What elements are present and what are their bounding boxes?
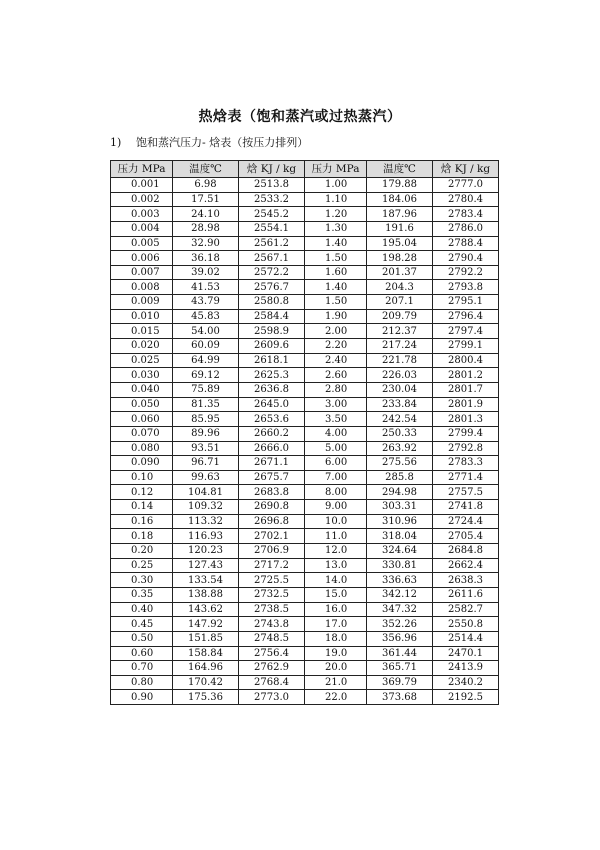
cell-pressure-2: 2.80 — [305, 382, 367, 397]
table-row — [111, 192, 499, 207]
cell-pressure-1: 0.002 — [111, 192, 173, 207]
table-row — [111, 426, 499, 441]
cell-temperature-1: 151.85 — [173, 631, 239, 646]
cell-enthalpy-1: 2584.4 — [239, 309, 305, 324]
cell-pressure-1: 0.80 — [111, 675, 173, 690]
cell-pressure-1: 0.70 — [111, 661, 173, 676]
cell-temperature-1: 127.43 — [173, 558, 239, 573]
cell-enthalpy-1: 2690.8 — [239, 500, 305, 515]
cell-enthalpy-2: 2662.4 — [433, 558, 499, 573]
table-row — [111, 544, 499, 559]
cell-pressure-1: 0.020 — [111, 339, 173, 354]
table-row — [111, 251, 499, 266]
cell-pressure-1: 0.030 — [111, 368, 173, 383]
cell-pressure-2: 4.00 — [305, 426, 367, 441]
cell-temperature-2: 230.04 — [367, 382, 433, 397]
table-row — [111, 558, 499, 573]
table-row — [111, 470, 499, 485]
table-row — [111, 587, 499, 602]
cell-pressure-2: 2.60 — [305, 368, 367, 383]
cell-temperature-1: 164.96 — [173, 661, 239, 676]
cell-pressure-1: 0.14 — [111, 500, 173, 515]
cell-pressure-1: 0.004 — [111, 221, 173, 236]
cell-pressure-2: 21.0 — [305, 675, 367, 690]
cell-pressure-2: 2.20 — [305, 339, 367, 354]
cell-enthalpy-2: 2801.2 — [433, 368, 499, 383]
cell-temperature-2: 342.12 — [367, 587, 433, 602]
cell-enthalpy-1: 2636.8 — [239, 382, 305, 397]
cell-temperature-1: 175.36 — [173, 690, 239, 705]
cell-temperature-1: 60.09 — [173, 339, 239, 354]
cell-enthalpy-1: 2645.0 — [239, 397, 305, 412]
cell-enthalpy-2: 2470.1 — [433, 646, 499, 661]
cell-enthalpy-2: 2724.4 — [433, 514, 499, 529]
cell-temperature-2: 207.1 — [367, 295, 433, 310]
cell-pressure-1: 0.001 — [111, 178, 173, 193]
cell-pressure-1: 0.025 — [111, 353, 173, 368]
cell-pressure-2: 19.0 — [305, 646, 367, 661]
header-temperature-1: 温度℃ — [173, 161, 239, 178]
cell-enthalpy-1: 2675.7 — [239, 470, 305, 485]
cell-temperature-1: 116.93 — [173, 529, 239, 544]
table-row — [111, 529, 499, 544]
cell-pressure-1: 0.050 — [111, 397, 173, 412]
cell-temperature-2: 204.3 — [367, 280, 433, 295]
cell-pressure-1: 0.45 — [111, 617, 173, 632]
cell-enthalpy-2: 2192.5 — [433, 690, 499, 705]
cell-enthalpy-2: 2780.4 — [433, 192, 499, 207]
cell-enthalpy-2: 2790.4 — [433, 251, 499, 266]
cell-pressure-1: 0.10 — [111, 470, 173, 485]
cell-temperature-2: 336.63 — [367, 573, 433, 588]
cell-enthalpy-2: 2340.2 — [433, 675, 499, 690]
table-row — [111, 412, 499, 427]
table-row — [111, 178, 499, 193]
cell-pressure-2: 2.40 — [305, 353, 367, 368]
section-heading — [110, 134, 308, 150]
cell-enthalpy-1: 2660.2 — [239, 426, 305, 441]
cell-pressure-2: 11.0 — [305, 529, 367, 544]
cell-enthalpy-1: 2683.8 — [239, 485, 305, 500]
cell-pressure-1: 0.35 — [111, 587, 173, 602]
cell-temperature-2: 250.33 — [367, 426, 433, 441]
cell-pressure-1: 0.12 — [111, 485, 173, 500]
cell-pressure-1: 0.005 — [111, 236, 173, 251]
cell-pressure-1: 0.060 — [111, 412, 173, 427]
section-text: 饱和蒸汽压力- 焓表（按压力排列） — [136, 136, 309, 149]
cell-enthalpy-1: 2576.7 — [239, 280, 305, 295]
cell-temperature-2: 212.37 — [367, 324, 433, 339]
cell-pressure-1: 0.009 — [111, 295, 173, 310]
cell-temperature-2: 318.04 — [367, 529, 433, 544]
cell-enthalpy-1: 2580.8 — [239, 295, 305, 310]
cell-temperature-2: 195.04 — [367, 236, 433, 251]
cell-enthalpy-2: 2792.2 — [433, 265, 499, 280]
cell-pressure-2: 1.30 — [305, 221, 367, 236]
table-row — [111, 573, 499, 588]
header-temperature-2: 温度℃ — [367, 161, 433, 178]
cell-enthalpy-2: 2801.9 — [433, 397, 499, 412]
cell-temperature-1: 99.63 — [173, 470, 239, 485]
cell-temperature-2: 184.06 — [367, 192, 433, 207]
cell-temperature-1: 39.02 — [173, 265, 239, 280]
table-row — [111, 295, 499, 310]
cell-temperature-2: 347.32 — [367, 602, 433, 617]
cell-temperature-1: 138.88 — [173, 587, 239, 602]
cell-temperature-2: 310.96 — [367, 514, 433, 529]
cell-enthalpy-2: 2684.8 — [433, 544, 499, 559]
cell-enthalpy-2: 2413.9 — [433, 661, 499, 676]
cell-enthalpy-2: 2741.8 — [433, 500, 499, 515]
table-row — [111, 236, 499, 251]
cell-pressure-2: 13.0 — [305, 558, 367, 573]
cell-temperature-1: 6.98 — [173, 178, 239, 193]
cell-temperature-2: 356.96 — [367, 631, 433, 646]
cell-temperature-1: 147.92 — [173, 617, 239, 632]
cell-pressure-2: 6.00 — [305, 456, 367, 471]
table-row — [111, 324, 499, 339]
cell-enthalpy-2: 2705.4 — [433, 529, 499, 544]
cell-temperature-2: 285.8 — [367, 470, 433, 485]
cell-enthalpy-1: 2666.0 — [239, 441, 305, 456]
cell-enthalpy-1: 2513.8 — [239, 178, 305, 193]
cell-temperature-1: 170.42 — [173, 675, 239, 690]
cell-temperature-1: 81.35 — [173, 397, 239, 412]
cell-temperature-1: 64.99 — [173, 353, 239, 368]
cell-temperature-2: 226.03 — [367, 368, 433, 383]
cell-enthalpy-2: 2786.0 — [433, 221, 499, 236]
cell-enthalpy-2: 2582.7 — [433, 602, 499, 617]
cell-temperature-2: 187.96 — [367, 207, 433, 222]
cell-enthalpy-2: 2777.0 — [433, 178, 499, 193]
cell-enthalpy-2: 2550.8 — [433, 617, 499, 632]
cell-temperature-1: 104.81 — [173, 485, 239, 500]
cell-pressure-2: 8.00 — [305, 485, 367, 500]
table-row — [111, 265, 499, 280]
cell-temperature-2: 373.68 — [367, 690, 433, 705]
cell-temperature-1: 54.00 — [173, 324, 239, 339]
cell-temperature-1: 109.32 — [173, 500, 239, 515]
cell-pressure-2: 10.0 — [305, 514, 367, 529]
cell-temperature-2: 217.24 — [367, 339, 433, 354]
cell-pressure-2: 1.90 — [305, 309, 367, 324]
cell-enthalpy-2: 2801.7 — [433, 382, 499, 397]
header-pressure-2: 压力 MPa — [305, 161, 367, 178]
cell-enthalpy-1: 2625.3 — [239, 368, 305, 383]
table-row — [111, 221, 499, 236]
cell-enthalpy-1: 2561.2 — [239, 236, 305, 251]
cell-enthalpy-2: 2799.1 — [433, 339, 499, 354]
table-header-row — [111, 161, 499, 178]
cell-enthalpy-1: 2725.5 — [239, 573, 305, 588]
cell-pressure-2: 2.00 — [305, 324, 367, 339]
cell-pressure-1: 0.30 — [111, 573, 173, 588]
cell-enthalpy-1: 2545.2 — [239, 207, 305, 222]
cell-enthalpy-2: 2783.4 — [433, 207, 499, 222]
cell-temperature-2: 352.26 — [367, 617, 433, 632]
cell-temperature-2: 303.31 — [367, 500, 433, 515]
cell-enthalpy-2: 2795.1 — [433, 295, 499, 310]
cell-temperature-1: 113.32 — [173, 514, 239, 529]
cell-enthalpy-1: 2696.8 — [239, 514, 305, 529]
cell-temperature-1: 158.84 — [173, 646, 239, 661]
cell-temperature-2: 201.37 — [367, 265, 433, 280]
table-row — [111, 485, 499, 500]
cell-temperature-2: 324.64 — [367, 544, 433, 559]
cell-pressure-2: 5.00 — [305, 441, 367, 456]
cell-enthalpy-2: 2757.5 — [433, 485, 499, 500]
cell-temperature-1: 32.90 — [173, 236, 239, 251]
section-number: 1) — [110, 136, 122, 149]
cell-temperature-2: 179.88 — [367, 178, 433, 193]
cell-enthalpy-1: 2671.1 — [239, 456, 305, 471]
cell-enthalpy-2: 2611.6 — [433, 587, 499, 602]
table-row — [111, 339, 499, 354]
cell-pressure-2: 1.60 — [305, 265, 367, 280]
cell-pressure-1: 0.010 — [111, 309, 173, 324]
cell-temperature-2: 294.98 — [367, 485, 433, 500]
cell-pressure-2: 3.50 — [305, 412, 367, 427]
cell-pressure-2: 1.40 — [305, 236, 367, 251]
cell-enthalpy-1: 2738.5 — [239, 602, 305, 617]
cell-pressure-1: 0.16 — [111, 514, 173, 529]
cell-temperature-1: 28.98 — [173, 221, 239, 236]
cell-enthalpy-1: 2717.2 — [239, 558, 305, 573]
cell-temperature-1: 85.95 — [173, 412, 239, 427]
cell-pressure-2: 12.0 — [305, 544, 367, 559]
cell-pressure-1: 0.080 — [111, 441, 173, 456]
table-row — [111, 602, 499, 617]
cell-pressure-1: 0.90 — [111, 690, 173, 705]
cell-temperature-1: 133.54 — [173, 573, 239, 588]
cell-enthalpy-1: 2554.1 — [239, 221, 305, 236]
table-row — [111, 690, 499, 705]
cell-pressure-2: 14.0 — [305, 573, 367, 588]
cell-temperature-2: 330.81 — [367, 558, 433, 573]
cell-enthalpy-2: 2793.8 — [433, 280, 499, 295]
cell-pressure-2: 1.00 — [305, 178, 367, 193]
cell-enthalpy-1: 2653.6 — [239, 412, 305, 427]
cell-temperature-1: 93.51 — [173, 441, 239, 456]
cell-pressure-2: 1.40 — [305, 280, 367, 295]
cell-enthalpy-1: 2773.0 — [239, 690, 305, 705]
cell-enthalpy-1: 2533.2 — [239, 192, 305, 207]
table-row — [111, 207, 499, 222]
cell-pressure-1: 0.015 — [111, 324, 173, 339]
cell-enthalpy-1: 2567.1 — [239, 251, 305, 266]
cell-temperature-1: 75.89 — [173, 382, 239, 397]
cell-temperature-1: 41.53 — [173, 280, 239, 295]
cell-enthalpy-1: 2768.4 — [239, 675, 305, 690]
table-row — [111, 382, 499, 397]
cell-temperature-2: 233.84 — [367, 397, 433, 412]
table-row — [111, 397, 499, 412]
cell-temperature-2: 369.79 — [367, 675, 433, 690]
cell-pressure-1: 0.007 — [111, 265, 173, 280]
cell-pressure-2: 7.00 — [305, 470, 367, 485]
cell-pressure-1: 0.006 — [111, 251, 173, 266]
cell-enthalpy-2: 2799.4 — [433, 426, 499, 441]
cell-enthalpy-2: 2788.4 — [433, 236, 499, 251]
table-row — [111, 368, 499, 383]
cell-enthalpy-1: 2743.8 — [239, 617, 305, 632]
cell-pressure-1: 0.50 — [111, 631, 173, 646]
cell-pressure-2: 1.50 — [305, 251, 367, 266]
cell-temperature-1: 43.79 — [173, 295, 239, 310]
cell-enthalpy-1: 2609.6 — [239, 339, 305, 354]
cell-temperature-2: 263.92 — [367, 441, 433, 456]
cell-enthalpy-1: 2702.1 — [239, 529, 305, 544]
table-row — [111, 646, 499, 661]
cell-pressure-2: 16.0 — [305, 602, 367, 617]
cell-temperature-2: 361.44 — [367, 646, 433, 661]
table-row — [111, 631, 499, 646]
cell-pressure-2: 17.0 — [305, 617, 367, 632]
cell-pressure-2: 22.0 — [305, 690, 367, 705]
table-row — [111, 353, 499, 368]
page-title: 热焓表（饱和蒸汽或过热蒸汽） — [198, 109, 402, 125]
cell-temperature-1: 36.18 — [173, 251, 239, 266]
cell-temperature-1: 143.62 — [173, 602, 239, 617]
cell-pressure-2: 3.00 — [305, 397, 367, 412]
cell-temperature-2: 365.71 — [367, 661, 433, 676]
cell-pressure-2: 15.0 — [305, 587, 367, 602]
steam-enthalpy-table — [110, 160, 499, 705]
cell-pressure-2: 1.10 — [305, 192, 367, 207]
cell-pressure-2: 1.20 — [305, 207, 367, 222]
cell-enthalpy-1: 2618.1 — [239, 353, 305, 368]
cell-pressure-1: 0.40 — [111, 602, 173, 617]
cell-pressure-2: 18.0 — [305, 631, 367, 646]
cell-enthalpy-2: 2796.4 — [433, 309, 499, 324]
cell-pressure-1: 0.008 — [111, 280, 173, 295]
header-enthalpy-2: 焓 KJ / kg — [433, 161, 499, 178]
cell-pressure-1: 0.18 — [111, 529, 173, 544]
cell-temperature-2: 221.78 — [367, 353, 433, 368]
cell-temperature-2: 191.6 — [367, 221, 433, 236]
cell-temperature-1: 45.83 — [173, 309, 239, 324]
cell-enthalpy-2: 2783.3 — [433, 456, 499, 471]
cell-pressure-1: 0.090 — [111, 456, 173, 471]
cell-pressure-2: 9.00 — [305, 500, 367, 515]
cell-temperature-1: 69.12 — [173, 368, 239, 383]
cell-enthalpy-1: 2706.9 — [239, 544, 305, 559]
cell-pressure-1: 0.25 — [111, 558, 173, 573]
table-row — [111, 661, 499, 676]
cell-temperature-1: 24.10 — [173, 207, 239, 222]
cell-enthalpy-1: 2598.9 — [239, 324, 305, 339]
cell-temperature-1: 89.96 — [173, 426, 239, 441]
cell-pressure-1: 0.040 — [111, 382, 173, 397]
cell-enthalpy-1: 2756.4 — [239, 646, 305, 661]
cell-enthalpy-2: 2771.4 — [433, 470, 499, 485]
cell-enthalpy-1: 2572.2 — [239, 265, 305, 280]
cell-temperature-1: 96.71 — [173, 456, 239, 471]
cell-pressure-1: 0.60 — [111, 646, 173, 661]
header-pressure-1: 压力 MPa — [111, 161, 173, 178]
cell-enthalpy-1: 2762.9 — [239, 661, 305, 676]
cell-enthalpy-2: 2801.3 — [433, 412, 499, 427]
cell-enthalpy-1: 2732.5 — [239, 587, 305, 602]
cell-enthalpy-2: 2514.4 — [433, 631, 499, 646]
table-row — [111, 617, 499, 632]
cell-enthalpy-2: 2638.3 — [433, 573, 499, 588]
cell-enthalpy-2: 2792.8 — [433, 441, 499, 456]
cell-pressure-1: 0.070 — [111, 426, 173, 441]
cell-enthalpy-2: 2797.4 — [433, 324, 499, 339]
cell-temperature-1: 17.51 — [173, 192, 239, 207]
table-row — [111, 500, 499, 515]
cell-temperature-1: 120.23 — [173, 544, 239, 559]
table-row — [111, 280, 499, 295]
cell-temperature-2: 209.79 — [367, 309, 433, 324]
table-row — [111, 514, 499, 529]
header-enthalpy-1: 焓 KJ / kg — [239, 161, 305, 178]
cell-temperature-2: 242.54 — [367, 412, 433, 427]
cell-temperature-2: 275.56 — [367, 456, 433, 471]
cell-enthalpy-1: 2748.5 — [239, 631, 305, 646]
cell-enthalpy-2: 2800.4 — [433, 353, 499, 368]
table-row — [111, 675, 499, 690]
cell-pressure-1: 0.003 — [111, 207, 173, 222]
cell-pressure-2: 20.0 — [305, 661, 367, 676]
cell-pressure-1: 0.20 — [111, 544, 173, 559]
table-row — [111, 441, 499, 456]
cell-pressure-2: 1.50 — [305, 295, 367, 310]
table-row — [111, 309, 499, 324]
table-row — [111, 456, 499, 471]
cell-temperature-2: 198.28 — [367, 251, 433, 266]
